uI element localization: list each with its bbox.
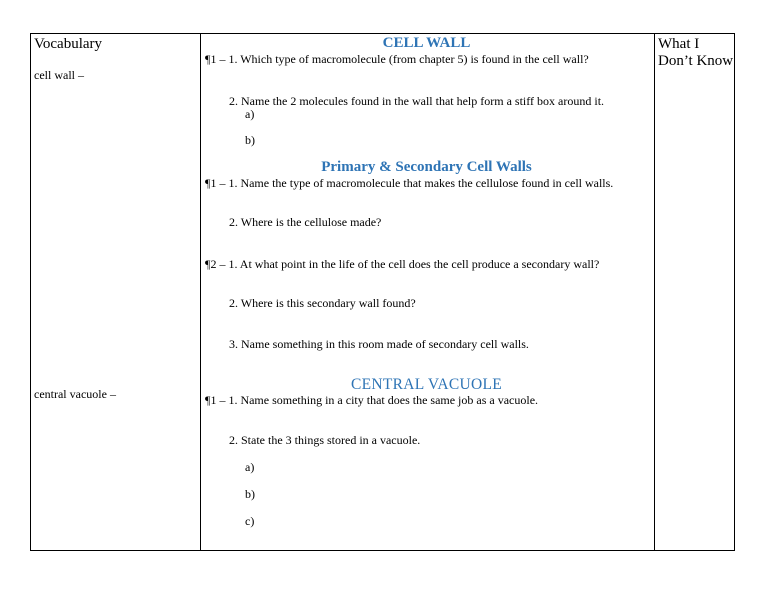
notes-table [30, 33, 735, 551]
vacuole-question-2: 2. State the 3 things stored in a vacuole. [229, 433, 421, 447]
vacuole-answer-b: b) [245, 487, 255, 501]
vacuole-answer-a: a) [245, 460, 255, 474]
cell-wall-title: CELL WALL [382, 35, 471, 51]
what-i-dont-know-header: What I Don’t Know [658, 36, 734, 69]
cell-wall-answer-b: b) [245, 133, 255, 147]
primary-secondary-title: Primary & Secondary Cell Walls [321, 159, 532, 175]
secondary-question-3: 3. Name something in this room made of secondary cell walls. [229, 337, 529, 351]
vacuole-answer-c: c) [245, 514, 255, 528]
secondary-question-2: 2. Where is this secondary wall found? [229, 296, 416, 310]
primary-question-2: 2. Where is the cellulose made? [229, 215, 382, 229]
primary-question-1: ¶1 – 1. Name the type of macromolecule that makes the cellulose found in cell walls. [205, 176, 614, 190]
vocab-cell-wall: cell wall – [34, 68, 84, 82]
cell-wall-question-2: 2. Name the 2 molecules found in the wall that help form a stiff box around it. [229, 94, 605, 108]
secondary-question-1: ¶2 – 1. At what point in the life of the cell does the cell produce a secondary wall? [205, 257, 600, 271]
cell-wall-answer-a: a) [245, 107, 255, 121]
cell-wall-question-1: ¶1 – 1. Which type of macromolecule (from chapter 5) is found in the cell wall? [205, 52, 589, 66]
vocab-central-vacuole: central vacuole – [34, 387, 116, 401]
column-divider-left [200, 34, 201, 550]
vacuole-question-1: ¶1 – 1. Name something in a city that does the same job as a vacuole. [205, 393, 539, 407]
central-vacuole-title: CENTRAL VACUOLE [350, 376, 503, 393]
vocabulary-header: Vocabulary [34, 36, 103, 52]
column-divider-right [654, 34, 655, 550]
